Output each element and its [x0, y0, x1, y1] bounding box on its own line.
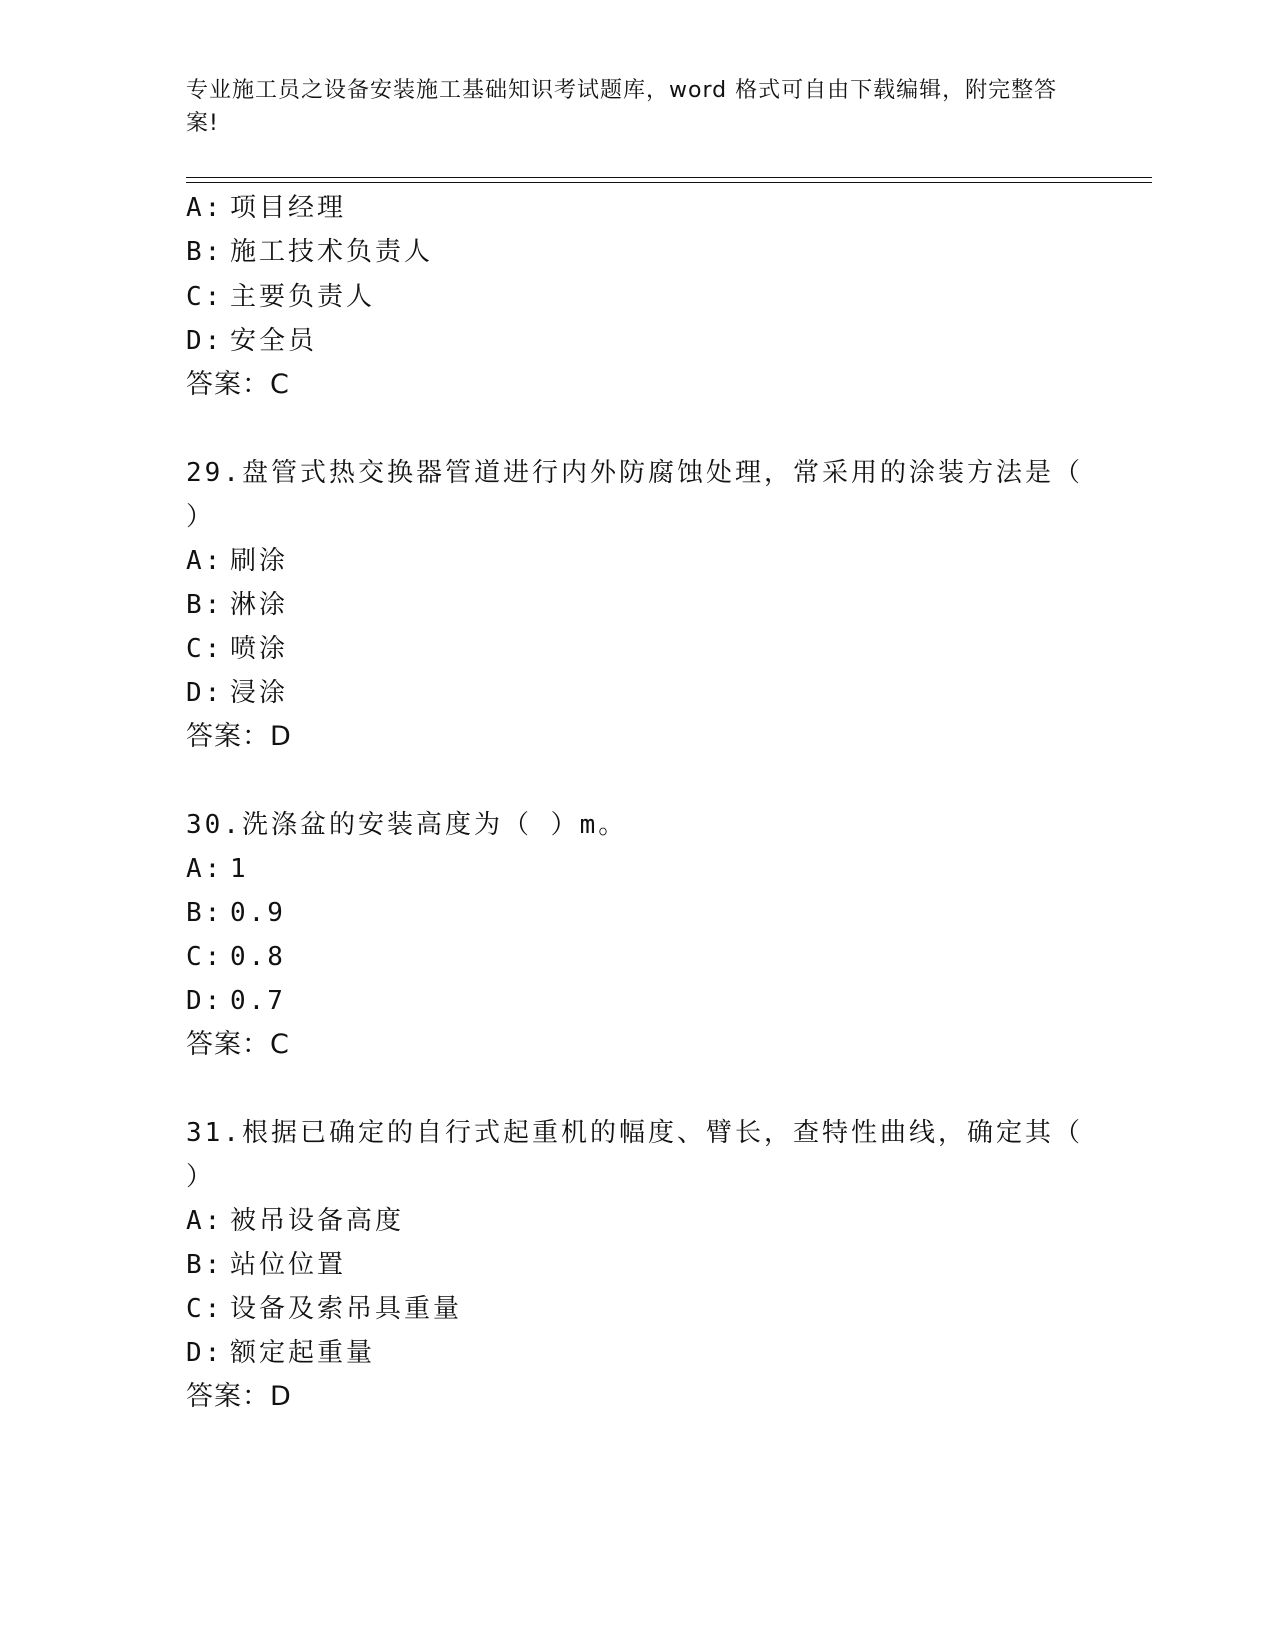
option-c: C: 主要负责人 [186, 282, 376, 312]
option-d: D: 0.7 [186, 986, 286, 1016]
document-header: 专业施工员之设备安装施工基础知识考试题库，word 格式可自由下载编辑，附完整答案! [186, 78, 1058, 136]
option-d: D: 浸涂 [186, 678, 289, 708]
option-a: A: 1 [186, 854, 249, 884]
option-c: C: 喷涂 [186, 634, 289, 664]
option-a: A: 被吊设备高度 [186, 1206, 405, 1236]
option-b: B: 站位位置 [186, 1250, 347, 1280]
question-stem: 29.盘管式热交换器管道进行内外防腐蚀处理，常采用的涂装方法是（ [186, 458, 1083, 488]
question-stem-continued: ） [186, 502, 216, 532]
question-stem: 31.根据已确定的自行式起重机的幅度、臂长，查特性曲线，确定其（ [186, 1118, 1083, 1148]
option-c: C: 0.8 [186, 942, 286, 972]
option-b: B: 施工技术负责人 [186, 237, 434, 267]
header-divider-bottom [186, 182, 1152, 183]
answer-label: 答案：D [186, 1381, 292, 1412]
option-b: B: 淋涂 [186, 590, 289, 620]
option-a: A: 刷涂 [186, 546, 289, 576]
header-divider-top [186, 177, 1152, 178]
answer-label: 答案：C [186, 1029, 290, 1060]
option-a: A: 项目经理 [186, 193, 347, 223]
option-b: B: 0.9 [186, 898, 286, 928]
option-d: D: 额定起重量 [186, 1338, 376, 1368]
answer-label: 答案：D [186, 721, 292, 752]
question-stem: 30.洗涤盆的安装高度为（ ）m。 [186, 810, 628, 840]
option-d: D: 安全员 [186, 326, 318, 356]
question-stem-continued: ） [186, 1162, 216, 1192]
option-c: C: 设备及索吊具重量 [186, 1294, 463, 1324]
answer-label: 答案：C [186, 369, 290, 400]
